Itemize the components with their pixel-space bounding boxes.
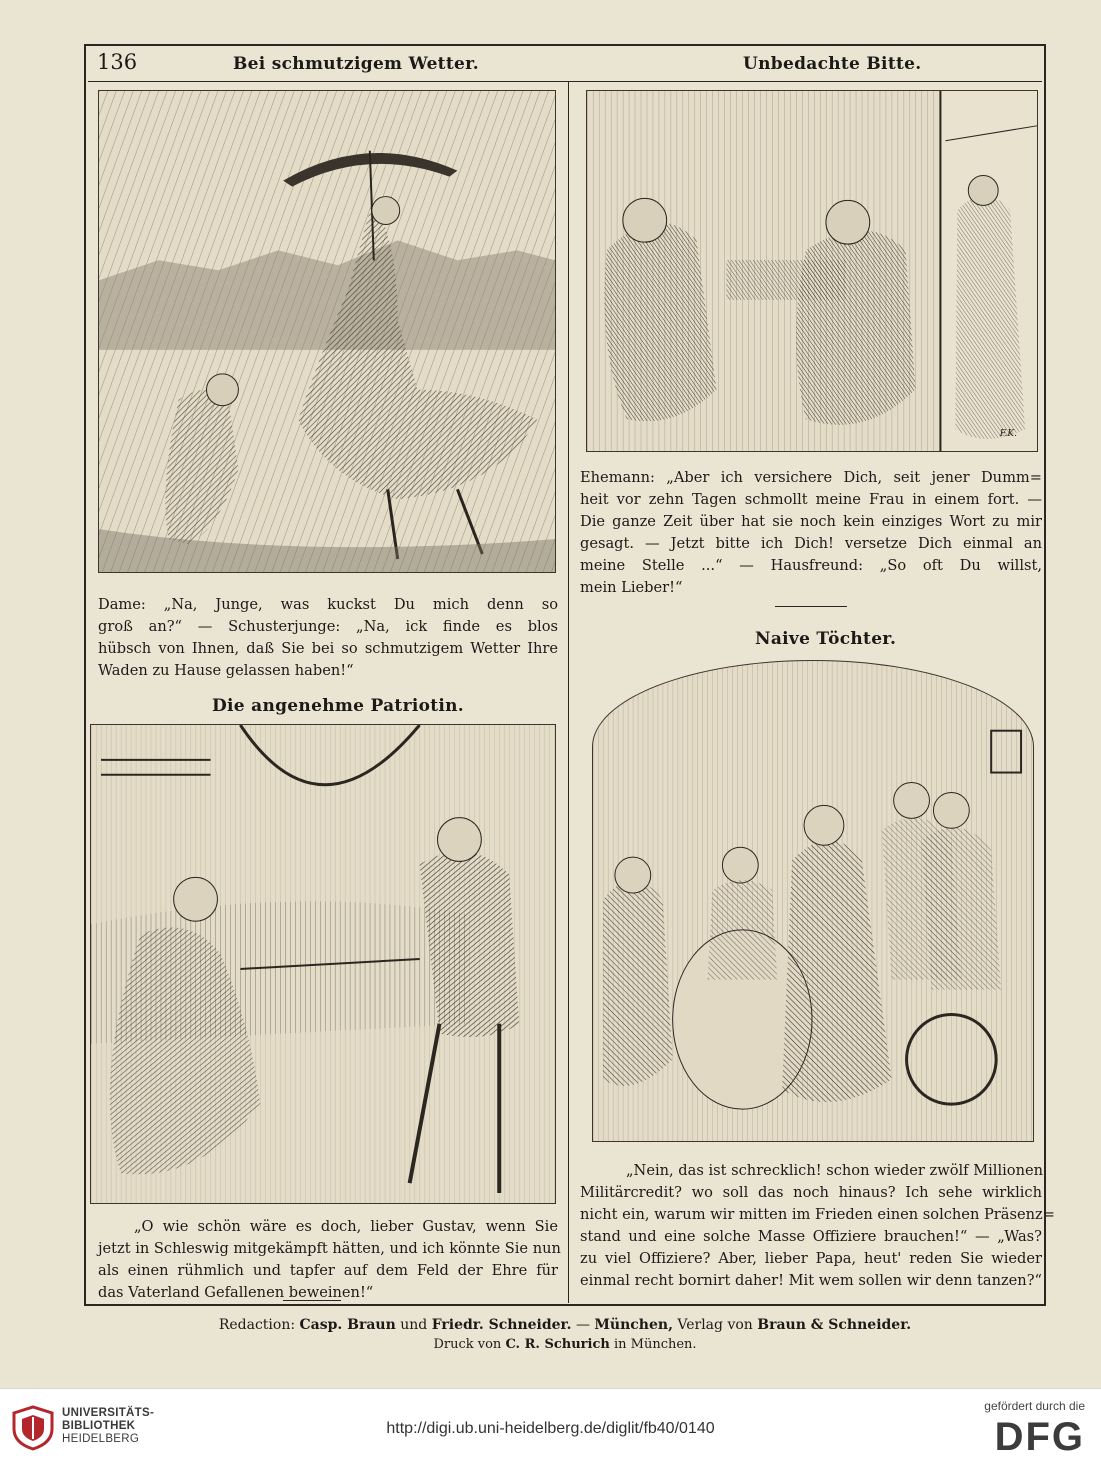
imprint-printer	[88, 1337, 1042, 1352]
caption-line: Ehemann: „Aber ich versichere Dich, seit jener Dumm=	[580, 469, 1042, 486]
editor-name: Casp. Braun	[299, 1317, 396, 1333]
title-weather: Bei schmutzigem Wetter.	[233, 54, 480, 74]
caption-line: Dame: „Na, Junge, was kuckst Du mich denn so	[98, 596, 558, 613]
library-name-line: HEIDELBERG	[62, 1433, 140, 1445]
section-rule	[775, 606, 847, 607]
editor-name: Friedr. Schneider.	[431, 1317, 572, 1333]
column-divider	[568, 81, 569, 1303]
illustration-patriot-drawing	[91, 725, 555, 1203]
caption-line: „Nein, das ist schrecklich! schon wieder zwölf Millionen	[626, 1162, 1044, 1179]
illustration-daughters-drawing	[593, 661, 1033, 1141]
funding-caption: gefördert durch die	[984, 1399, 1085, 1413]
city-name: München,	[594, 1317, 673, 1333]
caption-line: jetzt in Schleswig mitgekämpft hätten, und ich könnte Sie nun	[98, 1240, 561, 1257]
title-daughters: Naive Töchter.	[755, 629, 897, 649]
permalink-url[interactable]: http://digi.ub.uni-heidelberg.de/diglit/fb40/0140	[386, 1420, 715, 1437]
caption-line: stand und eine solche Masse Offiziere brauchen!“ — „Was?	[580, 1228, 1042, 1245]
caption-weather	[98, 594, 558, 682]
caption-line: das Vaterland Gefallenen beweinen!“	[98, 1284, 374, 1301]
caption-line: Die ganze Zeit über hat sie noch kein einziges Wort zu mir	[580, 513, 1042, 530]
illustrator-signature: F.K.	[999, 429, 1017, 439]
caption-line: meine Stelle ...“ — Hausfreund: „So oft Du willst,	[580, 557, 1042, 574]
redaction-label: Redaction:	[218, 1317, 296, 1333]
separator: —	[575, 1317, 590, 1333]
dfg-logo: DFG	[994, 1415, 1085, 1459]
caption-line: zu viel Offiziere? Aber, lieber Papa, heut' reden Sie wieder	[580, 1250, 1042, 1267]
page-number: 136	[97, 50, 138, 74]
illustration-patriot	[90, 724, 556, 1204]
title-request: Unbedachte Bitte.	[743, 54, 922, 74]
caption-line: „O wie schön wäre es doch, lieber Gustav, wenn Sie	[134, 1218, 558, 1235]
caption-line: heit vor zehn Tagen schmollt meine Frau in einem fort. —	[580, 491, 1042, 508]
caption-request	[580, 467, 1042, 599]
library-name-line: BIBLIOTHEK	[62, 1420, 136, 1432]
caption-line: gesagt. — Jetzt bitte ich Dich! versetze Dich einmal an	[580, 535, 1042, 552]
header-rule	[88, 81, 1042, 82]
caption-line: hübsch von Ihnen, daß Sie bei so schmutzigem Wetter Ihre	[98, 640, 558, 657]
title-patriot: Die angenehme Patriotin.	[212, 696, 465, 716]
caption-line: mein Lieber!“	[580, 579, 683, 596]
illustration-request-drawing	[587, 91, 1037, 451]
conjunction: und	[400, 1317, 428, 1333]
caption-line: groß an?“ — Schusterjunge: „Na, ick finde es blos	[98, 618, 558, 635]
illustration-daughters	[592, 660, 1034, 1142]
publisher-label: Verlag von	[677, 1317, 753, 1333]
caption-line: Waden zu Hause gelassen haben!“	[98, 662, 354, 679]
illustration-request	[586, 90, 1038, 452]
caption-line: als einen rühmlich und tapfer auf dem Feld der Ehre für	[98, 1262, 558, 1279]
publisher-name: Braun & Schneider.	[757, 1317, 912, 1333]
caption-line: Militärcredit? wo soll das noch hinaus? Ich sehe wirklich	[580, 1184, 1042, 1201]
printer-name: C. R. Schurich	[505, 1337, 610, 1352]
section-rule	[283, 1300, 341, 1301]
caption-line: nicht ein, warum wir mitten im Frieden einen solchen Präsenz=	[580, 1206, 1055, 1223]
print-label: Druck von	[433, 1337, 502, 1352]
caption-patriot	[98, 1216, 561, 1304]
library-name-line: UNIVERSITÄTS-	[62, 1407, 155, 1419]
viewer-footer	[0, 1388, 1101, 1467]
caption-daughters	[580, 1160, 1055, 1292]
imprint-editors	[88, 1317, 1042, 1333]
illustration-weather-drawing	[99, 91, 555, 572]
caption-line: einmal recht bornirt daher! Mit wem sollen wir denn tanzen?“	[580, 1272, 1042, 1289]
illustration-weather	[98, 90, 556, 573]
print-city: in München.	[613, 1337, 697, 1352]
